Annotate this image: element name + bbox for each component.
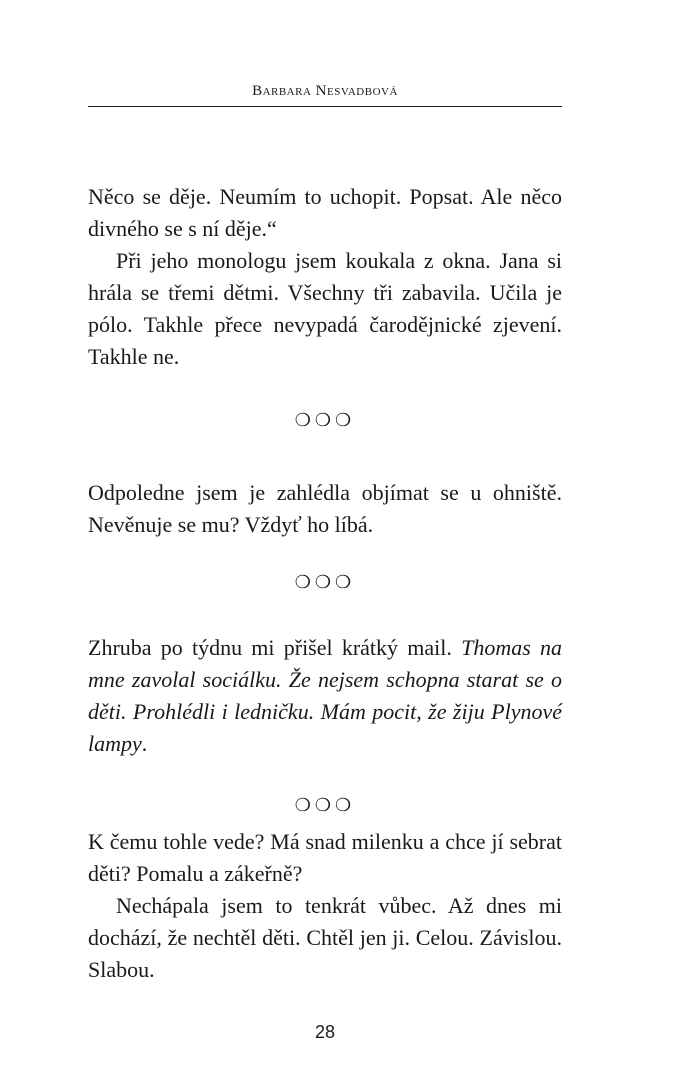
paragraph-text: Při jeho monologu jsem koukala z okna. Jana si hrála se třemi dětmi. Všechny tři zabavila. Učila je pólo. Takhle přece nevypadá čarodějnické zjevení. Takhle ne. xyxy=(88,248,562,369)
section-separator: ❍❍❍ xyxy=(294,410,356,431)
page-number: 28 xyxy=(314,1022,336,1042)
text-block-3 xyxy=(88,632,562,760)
paragraph xyxy=(88,632,562,760)
text-block-4 xyxy=(88,826,562,986)
paragraph-text: Zhruba po týdnu mi přišel krátký mail. xyxy=(88,635,462,660)
paragraph-end: . xyxy=(141,731,148,756)
paragraph-indented xyxy=(88,890,562,986)
text-block-2 xyxy=(88,477,562,541)
text-block-1 xyxy=(88,181,562,373)
section-separator: ❍❍❍ xyxy=(294,795,356,816)
paragraph: K čemu tohle vede? Má snad milenku a chce jí sebrat děti? Pomalu a zákeřně? xyxy=(88,829,562,886)
paragraph: Něco se děje. Neumím to uchopit. Popsat. Ale něco divného se s ní děje.“ xyxy=(88,184,562,241)
running-header-author: Barbara Nesvadbová xyxy=(252,83,398,99)
paragraph-indented xyxy=(88,245,562,373)
section-separator: ❍❍❍ xyxy=(294,572,356,593)
paragraph-text: Nechápala jsem to tenkrát vůbec. Až dnes mi dochází, že nechtěl děti. Chtěl jen ji. Celou. Závislou. Slabou. xyxy=(88,893,562,982)
paragraph-italic-text: Thomas na mne zavolal sociálku. Že nejsem schopna starat se o děti. Prohlédli i ledničku. Mám pocit, že žiju Plynové lampy xyxy=(88,635,562,756)
header-rule xyxy=(88,106,562,107)
paragraph: Odpoledne jsem je zahlédla objímat se u ohniště. Nevěnuje se mu? Vždyť ho líbá. xyxy=(88,480,562,537)
